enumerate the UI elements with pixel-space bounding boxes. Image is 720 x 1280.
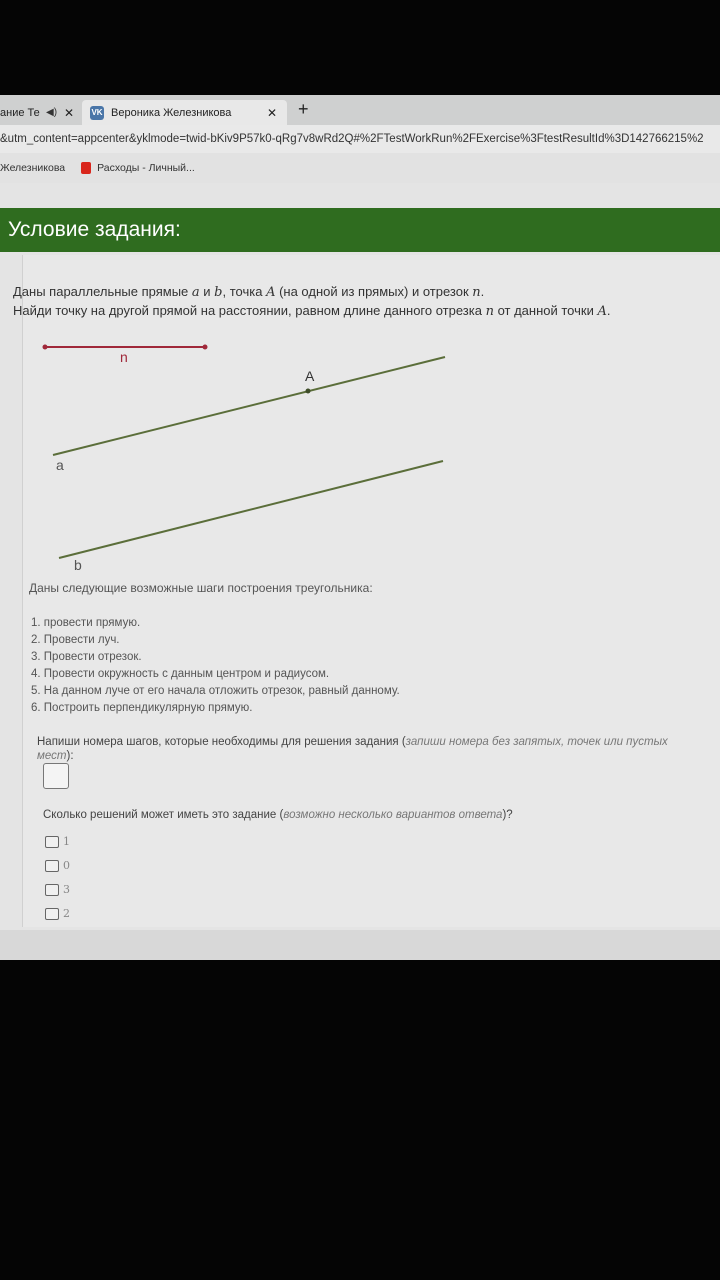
option-checkbox[interactable]	[45, 859, 70, 872]
var-A: A	[597, 304, 607, 319]
option-label: 0	[63, 859, 70, 872]
question-solutions	[43, 809, 513, 821]
geometry-figure	[23, 255, 720, 585]
question-hint: возможно несколько вариантов ответа	[283, 809, 503, 821]
browser-screen	[0, 95, 720, 960]
var-n: n	[485, 304, 494, 319]
option-label: 2	[63, 907, 70, 920]
tab-previous-label: ание Те	[0, 106, 40, 119]
question-hint: запиши номера без запятых, точек или пустых мест	[37, 736, 668, 762]
list-item: 3. Провести отрезок.	[31, 651, 142, 663]
label-a: a	[56, 457, 64, 473]
tab-bar	[0, 95, 720, 125]
segment-n-endpoint	[203, 345, 208, 350]
var-b: b	[214, 285, 223, 300]
list-item: 2. Провести луч.	[31, 634, 120, 646]
option-checkbox[interactable]	[45, 883, 70, 896]
line-b	[59, 461, 443, 558]
task-text: .	[480, 284, 485, 299]
list-item: 6. Построить перпендикулярную прямую.	[31, 702, 253, 714]
page-title: Условие задания:	[0, 208, 720, 252]
task-text: от данной точки	[493, 303, 598, 318]
option-checkbox[interactable]	[45, 907, 70, 920]
close-icon[interactable]: ✕	[266, 105, 277, 120]
var-a: a	[191, 285, 200, 300]
line-a	[53, 357, 445, 455]
address-bar[interactable]: &utm_content=appcenter&yklmode=twid-bKiv9P57k0-qRg7v8wRd2Q#%2FTestWorkRun%2FExercise%3FtestResultId%3D142766215%2	[0, 125, 720, 153]
list-item: 5. На данном луче от его начала отложить отрезок, равный данному.	[31, 685, 400, 697]
task-text: (на одной из прямых) и отрезок	[275, 284, 473, 299]
question-text: Напиши номера шагов, которые необходимы для решения задания (	[37, 736, 406, 748]
bookmark-item[interactable]: Железникова	[0, 162, 66, 174]
bookmarks-bar	[0, 153, 720, 183]
task-text: , точка	[222, 284, 267, 299]
list-item: 4. Провести окружность с данным центром и радиусом.	[31, 668, 330, 680]
task-text: Найди точку на другой прямой на расстоянии, равном длине данного отрезка	[13, 303, 486, 318]
task-text: Даны параллельные прямые	[13, 284, 192, 299]
steps-title: Даны следующие возможные шаги построения треугольника:	[29, 581, 373, 595]
option-label: 3	[63, 883, 70, 896]
checkbox[interactable]	[45, 836, 59, 848]
task-text: и	[199, 284, 215, 299]
tab-active[interactable]	[82, 100, 287, 125]
option-label: 1	[63, 835, 70, 848]
task-text: .	[606, 303, 611, 318]
segment-n-endpoint	[43, 345, 48, 350]
checkbox[interactable]	[45, 908, 59, 920]
label-b: b	[74, 557, 82, 573]
steps-list	[31, 615, 400, 717]
question-steps	[37, 735, 707, 763]
question-text: )?	[502, 809, 513, 821]
new-tab-button[interactable]: +	[298, 99, 309, 119]
option-checkbox[interactable]	[45, 835, 70, 848]
var-n: n	[472, 285, 481, 300]
close-icon[interactable]: ✕	[64, 105, 75, 120]
point-A	[306, 389, 311, 394]
list-item: 1. провести прямую.	[31, 617, 141, 629]
task-content	[13, 255, 720, 927]
bookmark-item[interactable]: Расходы - Личный...	[97, 162, 195, 174]
var-A: A	[266, 285, 276, 300]
question-text: Сколько решений может иметь это задание (	[43, 809, 284, 821]
bookmark-icon	[81, 162, 91, 174]
audio-icon[interactable]: ◀)	[46, 107, 58, 118]
question-text: ):	[66, 750, 74, 762]
page-footer	[0, 930, 720, 960]
answer-input[interactable]	[43, 763, 69, 789]
vk-icon: VK	[90, 106, 104, 120]
checkbox[interactable]	[45, 884, 59, 896]
label-A: A	[305, 368, 315, 384]
tab-previous[interactable]	[0, 100, 78, 125]
label-n: n	[120, 349, 128, 365]
tab-active-label: Вероника Железникова	[111, 106, 232, 119]
checkbox[interactable]	[45, 860, 59, 872]
